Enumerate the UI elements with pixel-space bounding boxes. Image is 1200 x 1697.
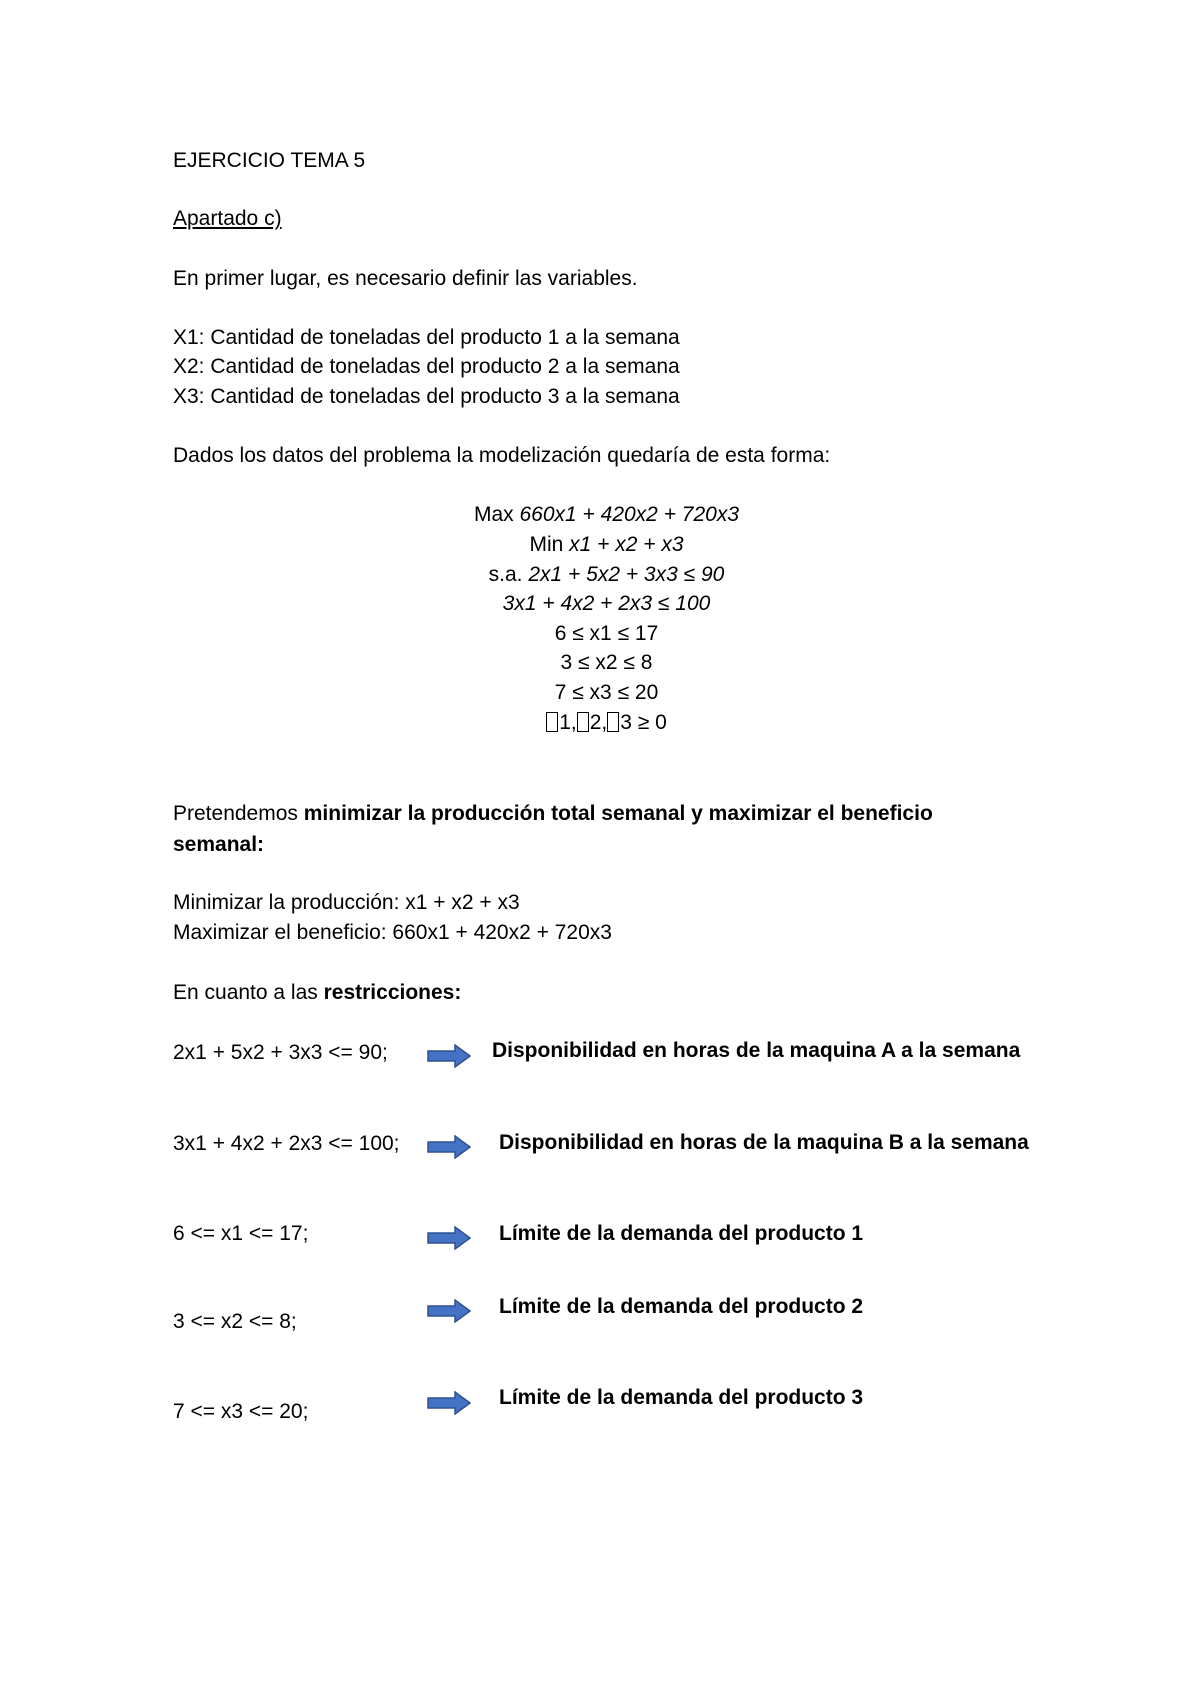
section-heading: Apartado c) [173,207,282,230]
right-arrow-icon [427,1299,471,1323]
model-nonnegativity [0,708,1200,738]
right-arrow-icon [427,1135,471,1159]
min-label: Min [529,533,564,556]
constraint-1-expression: 2x1 + 5x2 + 3x3 ≤ 90 [528,563,725,586]
restriction-expr-1: 2x1 + 5x2 + 3x3 <= 90; [173,1041,388,1064]
restriction-desc-5: Límite de la demanda del producto 3 [499,1386,864,1409]
model-max [0,500,1200,530]
restriction-expr-3: 6 <= x1 <= 17; [173,1222,309,1245]
intro-text: En primer lugar, es necesario definir las variables. [173,267,638,290]
restrictions-intro [173,978,461,1008]
missing-glyph-icon [546,712,558,732]
goal-bold: minimizar la producción total semanal y maximizar el beneficio semanal: [173,802,933,856]
nonneg-part-3: 3 ≥ 0 [620,711,667,734]
sa-label: s.a. [488,563,523,586]
variable-x3: X3: Cantidad de toneladas del producto 3 a la semana [173,385,680,408]
restriction-expr-5: 7 <= x3 <= 20; [173,1400,309,1423]
restriction-expr-2: 3x1 + 4x2 + 2x3 <= 100; [173,1132,400,1155]
document-title: EJERCICIO TEMA 5 [173,149,366,172]
restriction-desc-4: Límite de la demanda del producto 2 [499,1295,864,1318]
objective-maximize: Maximizar el beneficio: 660x1 + 420x2 + 720x3 [173,921,612,944]
nonneg-part-1: 1, [559,711,577,734]
right-arrow-icon [427,1391,471,1415]
missing-glyph-icon [607,712,619,732]
restrictions-prefix: En cuanto a las [173,981,324,1004]
model-bound-2: 3 ≤ x2 ≤ 8 [560,651,653,674]
goal-paragraph [173,798,993,860]
goal-prefix: Pretendemos [173,802,304,825]
model-intro: Dados los datos del problema la modelización quedaría de esta forma: [173,444,831,467]
restrictions-bold: restricciones [323,981,455,1004]
restriction-desc-3: Límite de la demanda del producto 1 [499,1222,864,1245]
model-bound-1: 6 ≤ x1 ≤ 17 [554,622,659,645]
variable-x2: X2: Cantidad de toneladas del producto 2 a la semana [173,355,680,378]
max-expression: 660x1 + 420x2 + 720x3 [519,503,740,526]
objective-minimize: Minimizar la producción: x1 + x2 + x3 [173,891,520,914]
restriction-desc-1: Disponibilidad en horas de la maquina A a la semana [492,1039,1021,1062]
min-expression: x1 + x2 + x3 [569,533,684,556]
model-constraint-2: 3x1 + 4x2 + 2x3 ≤ 100 [502,592,711,615]
restriction-desc-2: Disponibilidad en horas de la maquina B a la semana [499,1131,1029,1154]
right-arrow-icon [427,1044,471,1068]
variable-x1: X1: Cantidad de toneladas del producto 1 a la semana [173,326,680,349]
missing-glyph-icon [577,712,589,732]
restrictions-suffix: : [454,981,462,1004]
model-bound-3: 7 ≤ x3 ≤ 20 [554,681,659,704]
max-label: Max [473,503,514,526]
right-arrow-icon [427,1226,471,1250]
model-constraint-1 [0,560,1200,590]
model-min [0,530,1200,560]
restriction-expr-4: 3 <= x2 <= 8; [173,1310,297,1333]
nonneg-part-2: 2, [589,711,608,734]
